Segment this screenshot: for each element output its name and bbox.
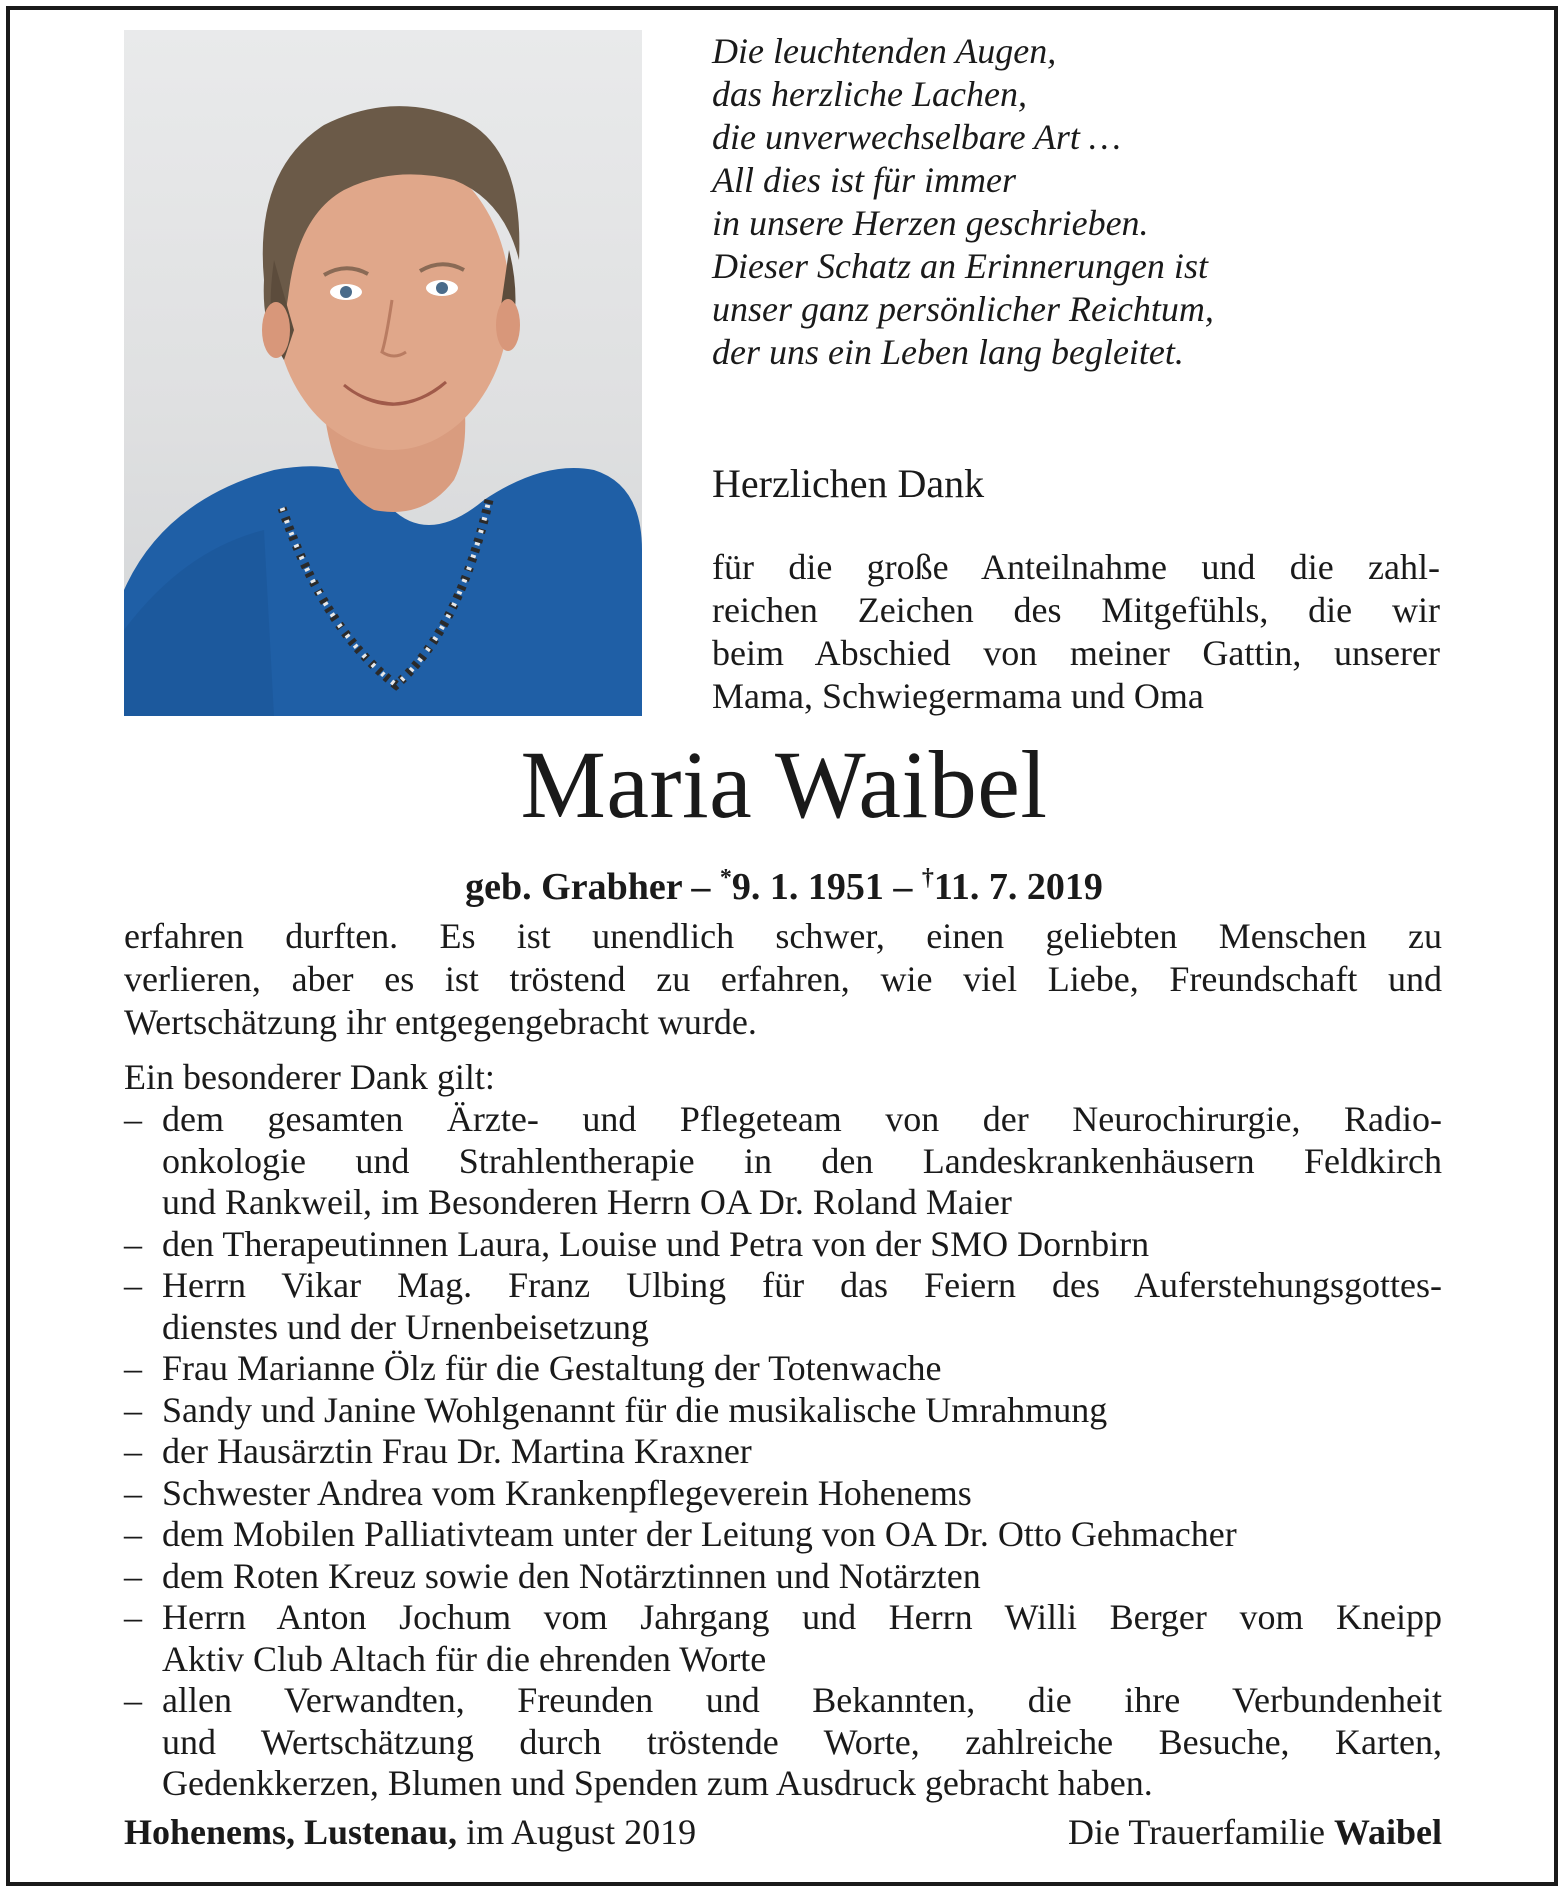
birth-name: geb. Grabher xyxy=(465,866,682,908)
list-item-line: allen Verwandten, Freunden und Bekannten, die ihre Verbundenheit xyxy=(162,1680,1442,1720)
poem-line: All dies ist für immer xyxy=(712,160,1016,200)
list-item-line: onkologie und Strahlentherapie in den Landeskrankenhäusern Feldkirch xyxy=(162,1140,1442,1181)
list-item xyxy=(124,1390,1442,1432)
list-item xyxy=(124,1680,1442,1805)
list-item xyxy=(124,1099,1442,1224)
footer xyxy=(124,1808,1442,1856)
list-dash: – xyxy=(124,1223,142,1264)
portrait-illustration xyxy=(124,30,642,716)
list-item-line: dem gesamten Ärzte- und Pflegeteam von der Neurochirurgie, Radio- xyxy=(162,1099,1442,1139)
list-item-line: dem Mobilen Palliativteam unter der Leitung von OA Dr. Otto Gehmacher xyxy=(162,1514,1237,1554)
special-thanks-intro: Ein besonderer Dank gilt: xyxy=(124,1057,495,1097)
list-item-line: Gedenkkerzen, Blumen und Spenden zum Ausdruck gebracht haben. xyxy=(162,1763,1153,1803)
birth-death-line xyxy=(0,855,1568,910)
list-item-line: Sandy und Janine Wohlgenannt für die musikalische Umrahmung xyxy=(162,1389,1108,1430)
list-dash: – xyxy=(124,1389,142,1430)
list-item xyxy=(124,1265,1442,1348)
memorial-poem xyxy=(712,30,1432,374)
portrait-photo xyxy=(124,30,642,716)
list-item-line: der Hausärztin Frau Dr. Martina Kraxner xyxy=(162,1431,752,1471)
footer-family-prefix: Die Trauerfamilie xyxy=(1068,1812,1325,1852)
list-item-line: und Wertschätzung durch tröstende Worte, zahlreiche Besuche, Karten, xyxy=(162,1721,1442,1762)
list-dash: – xyxy=(124,1472,142,1513)
poem-line: Dieser Schatz an Erinnerungen ist xyxy=(712,246,1208,286)
list-item-line: Herrn Vikar Mag. Franz Ulbing für das Feiern des Auferstehungsgottes- xyxy=(162,1265,1442,1305)
list-item xyxy=(124,1473,1442,1515)
list-item-line: und Rankweil, im Besonderen Herrn OA Dr. Roland Maier xyxy=(162,1182,1012,1222)
list-item-line: Herrn Anton Jochum vom Jahrgang und Herrn Willi Berger vom Kneipp xyxy=(162,1597,1442,1637)
deceased-name: Maria Waibel xyxy=(520,731,1048,838)
footer-places: Hohenems, Lustenau, xyxy=(124,1812,458,1852)
death-symbol: † xyxy=(921,865,934,891)
body-line: erfahren durften. Es ist unendlich schwer, einen geliebten Menschen zu xyxy=(124,916,1442,956)
birth-date: 9. 1. 1951 xyxy=(731,866,884,908)
list-item-line: den Therapeutinnen Laura, Louise und Petra von der SMO Dornbirn xyxy=(162,1223,1150,1264)
list-item-line: Frau Marianne Ölz für die Gestaltung der Totenwache xyxy=(162,1348,942,1388)
intro-line: reichen Zeichen des Mitgefühls, die wir xyxy=(712,590,1440,630)
footer-family xyxy=(1068,1808,1442,1856)
body-line: Wertschätzung ihr entgegengebracht wurde. xyxy=(124,1002,757,1042)
list-dash: – xyxy=(124,1597,142,1637)
list-item-line: Schwester Andrea vom Krankenpflegeverein Hohenems xyxy=(162,1472,972,1513)
list-item xyxy=(124,1556,1442,1598)
separator: – xyxy=(691,866,711,908)
list-dash: – xyxy=(124,1680,142,1720)
list-item xyxy=(124,1224,1442,1266)
birth-symbol: * xyxy=(719,865,732,891)
list-item xyxy=(124,1348,1442,1390)
intro-line: beim Abschied von meiner Gattin, unserer xyxy=(712,633,1440,673)
list-dash: – xyxy=(124,1555,142,1596)
death-date: 11. 7. 2019 xyxy=(933,866,1103,908)
poem-line: unser ganz persönlicher Reichtum, xyxy=(712,289,1214,329)
list-dash: – xyxy=(124,1348,142,1388)
body-line: verlieren, aber es ist tröstend zu erfahren, wie viel Liebe, Freundschaft und xyxy=(124,959,1442,999)
list-item xyxy=(124,1597,1442,1680)
body-paragraph xyxy=(124,915,1442,1044)
list-dash: – xyxy=(124,1431,142,1471)
thanks-list xyxy=(124,1099,1442,1805)
list-item-line: dem Roten Kreuz sowie den Notärztinnen und Notärzten xyxy=(162,1555,981,1596)
footer-date: im August 2019 xyxy=(466,1812,697,1852)
poem-line: Die leuchtenden Augen, xyxy=(712,31,1057,71)
list-dash: – xyxy=(124,1514,142,1554)
intro-line: Mama, Schwiegermama und Oma xyxy=(712,676,1204,716)
list-item-line: Aktiv Club Altach für die ehrenden Worte xyxy=(162,1638,767,1679)
poem-line: der uns ein Leben lang begleitet. xyxy=(712,332,1184,372)
thanks-heading: Herzlichen Dank xyxy=(712,461,985,506)
intro-paragraph xyxy=(712,546,1440,718)
intro-line: für die große Anteilnahme und die zahl- xyxy=(712,547,1440,587)
separator: – xyxy=(893,866,913,908)
footer-place-date xyxy=(124,1808,696,1856)
list-dash: – xyxy=(124,1265,142,1305)
footer-family-name: Waibel xyxy=(1333,1812,1442,1852)
poem-line: das herzliche Lachen, xyxy=(712,74,1027,114)
poem-line: die unverwechselbare Art … xyxy=(712,117,1121,157)
list-item xyxy=(124,1514,1442,1556)
list-item-line: dienstes und der Urnenbeisetzung xyxy=(162,1306,649,1347)
list-item xyxy=(124,1431,1442,1473)
poem-line: in unsere Herzen geschrieben. xyxy=(712,203,1149,243)
list-dash: – xyxy=(124,1099,142,1139)
